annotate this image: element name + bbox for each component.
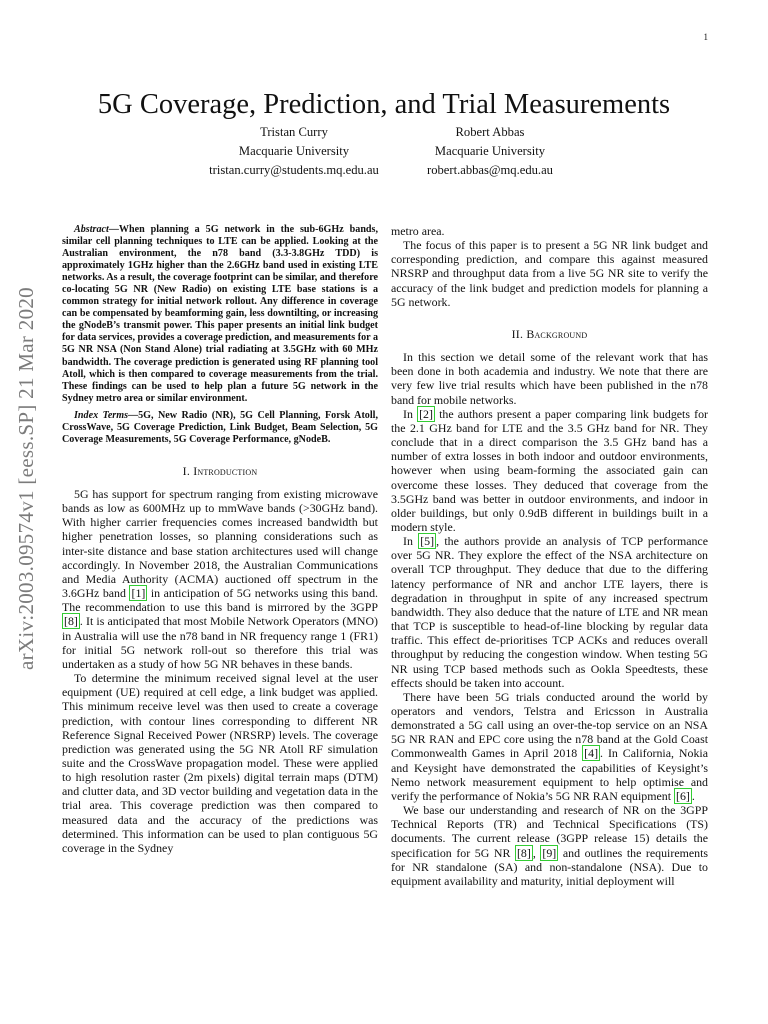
- author-2: [405, 123, 575, 180]
- abstract-text: —When planning a 5G network in the sub-6GHz bands, similar cell planning techniques to LTE can be applied. Looking at the Australian environment, the n78 band (3.3-3.8GHz TDD) is approximately 1GHz higher than the 2.6GHz band used in existing LTE networks. As a result, the coverage footprint can be similar, and therefore co-locating 5G NR (New Radio) on existing LTE base stations is a common strategy for initial network rollout. Any difference in coverage can be compensated by beamforming gain, less downtilting, or increasing the gNodeB’s transmit power. This paper presents an initial link budget for data services, provides a coverage prediction, and measurements for a 5G NR NSA (Non Stand Alone) trial radiating at 3.5GHz with 60 MHz bandwidth. The coverage prediction is generated using RF planning tool Atoll, which is then compared to coverage measurements from the trial. These findings can be used to help plan a future 5G network in the Sydney metro area or similar environment.: [62, 224, 378, 404]
- index-terms: [62, 410, 378, 446]
- author-2-email[interactable]: robert.abbas@mq.edu.au: [427, 163, 553, 177]
- arxiv-stamp: arXiv:2003.09574v1 [eess.SP] 21 Mar 2020: [14, 287, 38, 670]
- author-2-name: Robert Abbas: [455, 125, 525, 139]
- citation-link[interactable]: [1]: [131, 586, 146, 601]
- author-1: [204, 123, 384, 180]
- citation-link[interactable]: [5]: [420, 534, 435, 549]
- intro-continuation: metro area.: [391, 224, 445, 238]
- background-paragraph-3: In [5] , the authors provide an analysis of TCP performance over 5G NR. They explore the effect of the NSA architecture on overall TCP throughput. They deduce that due to the differing latency performance of NR and anchor LTE layers, there is degradation in throughput in spite of any increased spectrum bandwidth. They also deduce that the nature of LTE and NR mean that TCP is susceptible to head-of-line blocking by regular data traffic. This effect de-prioritises TCP ACKs and reduces overall throughput by reducing the congestion window. When testing 5G NR using TCP based methods such as Ookla Speedtests, these effects should be taken into account.: [391, 534, 708, 690]
- author-2-affiliation: Macquarie University: [434, 144, 546, 158]
- index-terms-label: Index Terms: [74, 409, 129, 421]
- abstract: [62, 224, 378, 405]
- background-paragraph-1: In this section we detail some of the relevant work that has been done in both academia and industry. We note that there are very few live trial results which have been published in the n78 band for mobile networks.: [391, 350, 708, 407]
- abstract-label: Abstract: [74, 224, 109, 235]
- citation-link[interactable]: [9]: [542, 845, 557, 860]
- background-paragraph-5: We base our understanding and research of NR on the 3GPP Technical Reports (TR) and Technical Specifications (TS) documents. The current release (3GPP release 15) details the specification for 5G NR [8] , [9] and outlines the requirements for NR standalone (SA) and non-standalone (NSA). Due to equipment availability and maturity, initial deployment will: [391, 803, 708, 888]
- index-terms-text: —5G, New Radio (NR), 5G Cell Planning, Forsk Atoll, CrossWave, 5G Coverage Prediction, Link Budget, Beam Selection, 5G Coverage Measurements, 5G Coverage Performance, gNodeB.: [62, 409, 378, 445]
- page-number: 1: [703, 32, 708, 42]
- section-heading-introduction: I. Introduction: [182, 463, 258, 478]
- citation-link[interactable]: [8]: [64, 614, 78, 629]
- citation-link[interactable]: [6]: [676, 788, 690, 803]
- citation-link[interactable]: [2]: [419, 406, 433, 421]
- citation-link[interactable]: [8]: [516, 845, 531, 860]
- author-1-name: Tristan Curry: [260, 125, 328, 139]
- background-paragraph-4: There have been 5G trials conducted around the world by operators and vendors, Telstra and Ericsson in Australia demonstrated a 5G call using an over-the-top service on an NSA 5G NR RAN and EPC core using the n78 band at the Gold Coast Commonwealth Games in April 2018 [4] . In California, Nokia and Keysight have demonstrated the capabilities of Keysight’s Nemo network measurement equipment to help optimise and verify the performance of Nokia’s 5G NR RAN equipment [6] .: [391, 689, 708, 803]
- intro-paragraph-1: 5G has support for spectrum ranging from existing microwave bands as low as 600MHz up to mmWave bands (>30GHz band). With higher carrier frequencies comes increased bandwidth but higher penetration losses, so planning considerations such as inter-site distance and base station architectures used will change accordingly. In November 2018, the Australian Communications and Media Authority (ACMA) auctioned off spectrum in the 3.6GHz band [1] in anticipation of 5G networks using this band. The recommendation to use this band is mirrored by the 3GPP [8] . It is anticipated that most Mobile Network Operators (MNO) in Australia will use the n78 band in NR frequency range 1 (FR1) for initial 5G network roll-out so therefore this trial was undertaken as a study of how 5G NR behaves in these bands.: [62, 487, 378, 671]
- intro-paragraph-3: The focus of this paper is to present a 5G NR link budget and corresponding prediction, and compare this against measured NRSRP and throughput data from a live 5G NR site to verify the accuracy of the link budget and prediction models for planning a 5G network.: [391, 238, 708, 309]
- left-column: [62, 224, 378, 855]
- paper-title: 5G Coverage, Prediction, and Trial Measurements: [97, 89, 671, 121]
- section-heading-background: II. Background: [511, 326, 588, 341]
- author-1-email[interactable]: tristan.curry@students.mq.edu.au: [209, 163, 379, 177]
- author-1-affiliation: Macquarie University: [238, 144, 350, 158]
- citation-link[interactable]: [4]: [584, 746, 599, 761]
- right-column: [391, 224, 708, 888]
- background-paragraph-2: In [2] the authors present a paper comparing link budgets for the 2.1 GHz band for LTE and the 3.5 GHz band for NR. They conclude that in a direct comparison the 3.5 GHz band has a number of extra losses in both indoor and outdoor environments, however when using beam-forming the associated gain can overcome these losses. They deduced that coverage from the 3.5GHz band was better in outdoor environments, and indoor in older buildings, but only 0.9dB different in buildings built in a modern style.: [391, 406, 708, 534]
- intro-paragraph-2: To determine the minimum received signal level at the user equipment (UE) required at cell edge, a link budget was applied. This minimum receive level was then used to create a coverage prediction, with contour lines corresponding to different NR Reference Signal Received Power (NRSRP) levels. The coverage prediction was generated using the 5G NR Atoll RF simulation suite and the CrossWave propagation model. These were applied to high resolution raster (2m pixels) digital terrain maps (DTM) and clutter data, and 3D vector building and vegetation data in the trial area. This coverage prediction was then compared to measured data and the accuracy of the predictions was determined. This information can be used to plan contiguous 5G coverage in the Sydney: [62, 671, 378, 855]
